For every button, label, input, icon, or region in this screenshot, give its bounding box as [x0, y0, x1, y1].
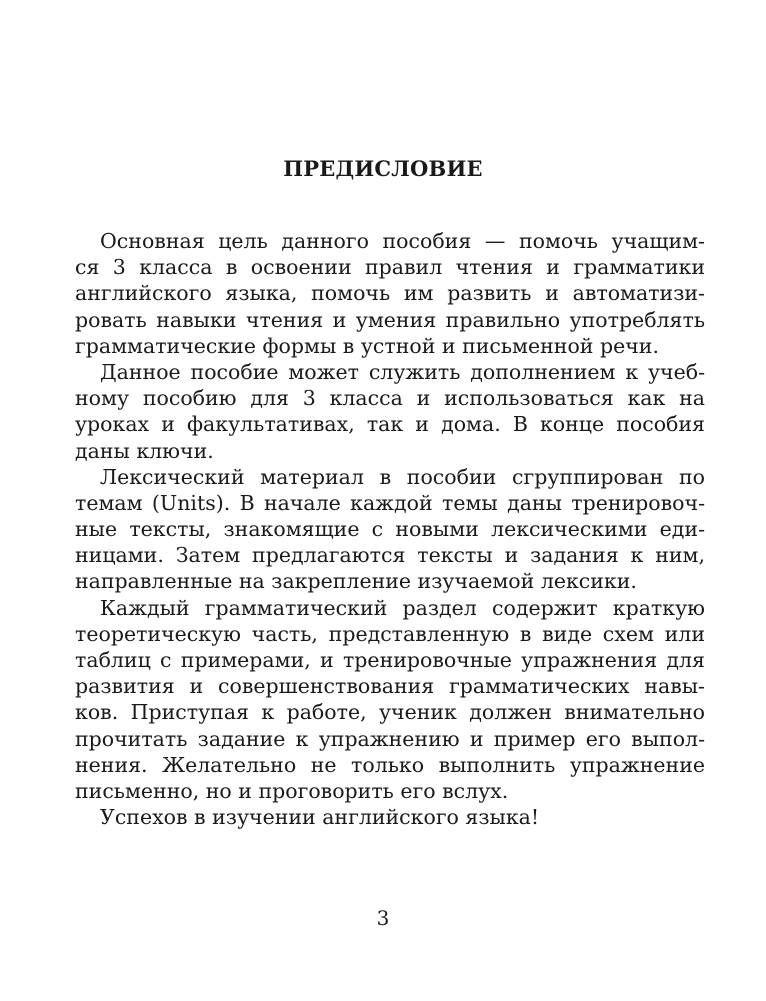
text-line: ному пособию для 3 класса и использоваться как на: [75, 386, 705, 411]
text-line: теоретическую часть, представленную в виде схем или: [75, 621, 705, 646]
text-line: ков. Приступая к работе, ученик должен внимательно: [75, 700, 705, 725]
text-line: Каждый грамматический раздел содержит краткую: [100, 595, 705, 620]
page-number: 3: [376, 906, 390, 930]
text-line: Данное пособие может служить дополнением к учеб-: [100, 359, 705, 384]
page-title: ПРЕДИСЛОВИЕ: [283, 156, 483, 181]
paragraph: [75, 595, 705, 805]
text-line: Успехов в изучении английского языка!: [100, 805, 540, 830]
text-line: темам (Units). В начале каждой темы даны тренировоч-: [75, 490, 705, 515]
text-line: Лексический материал в пособии сгруппирован по: [100, 464, 705, 489]
text-line: ровать навыки чтения и умения правильно употреблять: [75, 307, 705, 332]
text-line: Основная цель данного пособия — помочь учащим-: [100, 229, 705, 253]
paragraph: [75, 228, 705, 359]
text-line: письменно, но и проговорить его вслух.: [75, 778, 509, 803]
text-line: ницами. Затем предлагаются тексты и задания к ним,: [75, 543, 705, 568]
text-line: нения. Желательно не только выполнить упражнение: [75, 752, 705, 777]
paragraph: [75, 464, 705, 595]
text-line: развития и совершенствования грамматических навы-: [75, 674, 705, 699]
preface-body: [75, 228, 705, 830]
paragraph: [75, 804, 705, 830]
text-line: ся 3 класса в освоении правил чтения и грамматики: [75, 255, 705, 280]
text-line: английского языка, помочь им развить и автоматизи-: [75, 281, 705, 306]
text-line: даны ключи.: [75, 438, 214, 463]
text-line: направленные на закрепление изучаемой лексики.: [75, 569, 637, 594]
text-line: прочитать задание к упражнению и пример его выпол-: [75, 726, 705, 751]
text-line: ные тексты, знакомящие с новыми лексическими еди-: [75, 517, 705, 542]
text-line: грамматические формы в устной и письменной речи.: [75, 333, 659, 358]
paragraph: [75, 359, 705, 464]
text-line: таблиц с примерами, и тренировочные упражнения для: [75, 648, 705, 672]
text-line: уроках и факультативах, так и дома. В конце пособия: [75, 412, 705, 437]
